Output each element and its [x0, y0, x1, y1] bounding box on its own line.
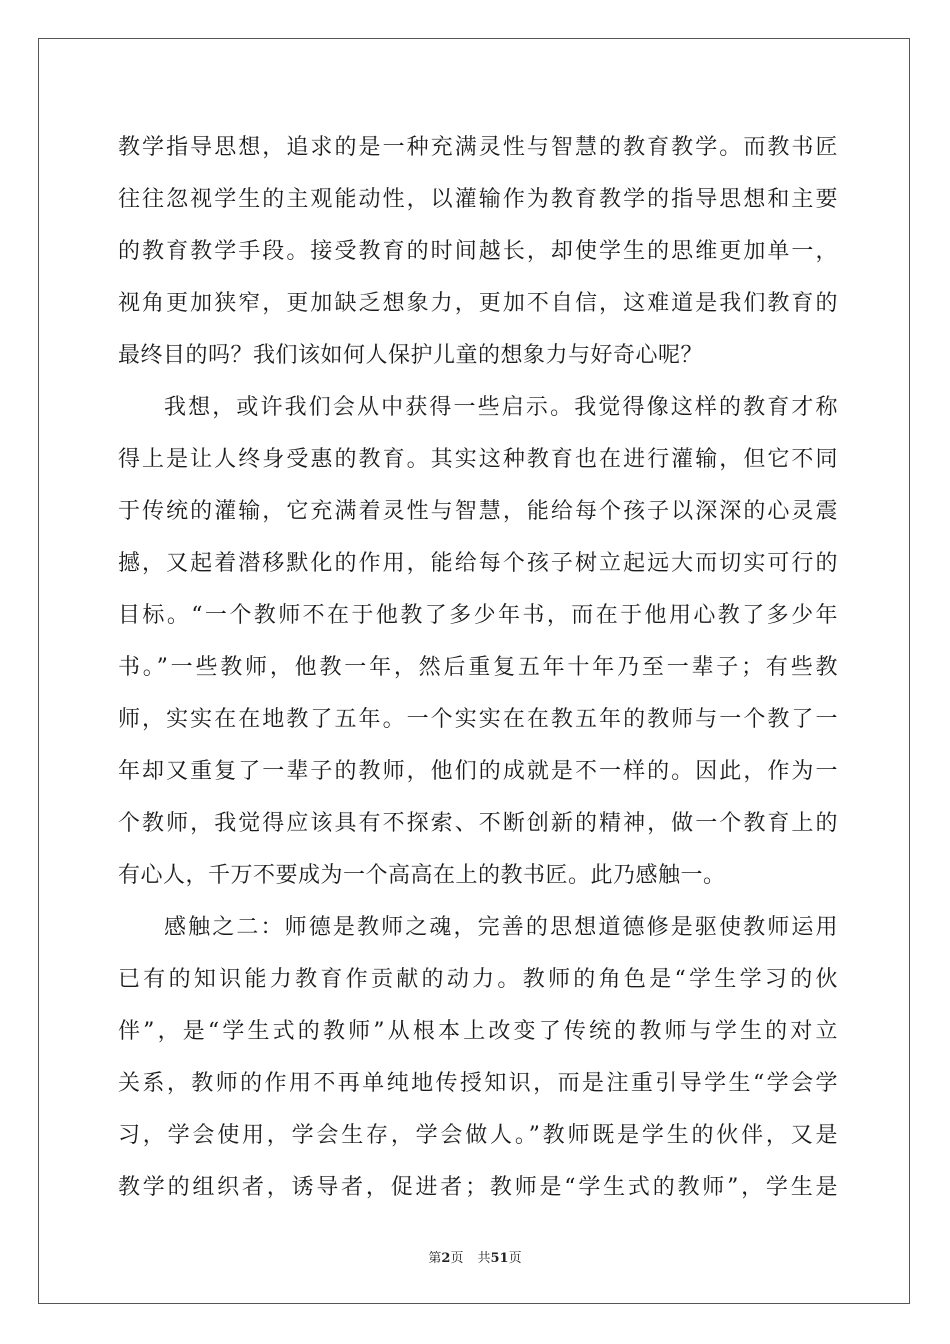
text-line: 师，实实在在地教了五年。一个实实在在教五年的教师与一个教了一 [118, 707, 838, 732]
text-line: 书。”一些教师，他教一年，然后重复五年十年乃至一辈子；有些教 [118, 655, 838, 680]
total-page-count: 51 [490, 1251, 509, 1266]
current-page-number: 2 [441, 1251, 451, 1266]
text-line: 撼，又起着潜移默化的作用，能给每个孩子树立起远大而切实可行的 [118, 551, 838, 576]
text-line: 目标。“一个教师不在于他教了多少年书，而在于他用心教了多少年 [118, 603, 838, 628]
text-line: 有心人，千万不要成为一个高高在上的教书匠。此乃感触一。 [118, 863, 726, 888]
text-line: 视角更加狭窄，更加缺乏想象力，更加不自信，这难道是我们教育的 [118, 291, 838, 316]
paragraph-first-line: 我想，或许我们会从中获得一些启示。我觉得像这样的教育才称 [164, 395, 838, 420]
total-suffix: 页 [508, 1251, 522, 1266]
text-line: 教学的组织者，诱导者，促进者；教师是“学生式的教师”，学生是 [118, 1175, 838, 1200]
text-line: 关系，教师的作用不再单纯地传授知识，而是注重引导学生“学会学 [118, 1071, 838, 1096]
total-prefix: 共 [477, 1251, 491, 1266]
page-suffix: 页 [450, 1251, 464, 1266]
text-line: 教学指导思想，追求的是一种充满灵性与智慧的教育教学。而教书匠 [118, 135, 838, 160]
text-line: 年却又重复了一辈子的教师，他们的成就是不一样的。因此，作为一 [118, 759, 838, 784]
text-line: 伴”，是“学生式的教师”从根本上改变了传统的教师与学生的对立 [118, 1019, 838, 1044]
page-footer [0, 1247, 950, 1266]
page-prefix: 第 [428, 1251, 442, 1266]
text-line: 往往忽视学生的主观能动性，以灌输作为教育教学的指导思想和主要 [118, 187, 838, 212]
text-line: 最终目的吗？我们该如何人保护儿童的想象力与好奇心呢？ [118, 343, 704, 368]
paragraph-first-line: 感触之二：师德是教师之魂，完善的思想道德修是驱使教师运用 [164, 915, 838, 940]
text-line: 个教师，我觉得应该具有不探索、不断创新的精神，做一个教育上的 [118, 811, 838, 836]
text-line: 得上是让人终身受惠的教育。其实这种教育也在进行灌输，但它不同 [118, 447, 838, 472]
text-line: 的教育教学手段。接受教育的时间越长，却使学生的思维更加单一， [118, 239, 838, 264]
text-line: 已有的知识能力教育作贡献的动力。教师的角色是“学生学习的伙 [118, 967, 838, 992]
text-line: 于传统的灌输，它充满着灵性与智慧，能给每个孩子以深深的心灵震 [118, 499, 838, 524]
document-body [118, 122, 838, 1214]
text-line: 习，学会使用，学会生存，学会做人。”教师既是学生的伙伴，又是 [118, 1123, 838, 1148]
